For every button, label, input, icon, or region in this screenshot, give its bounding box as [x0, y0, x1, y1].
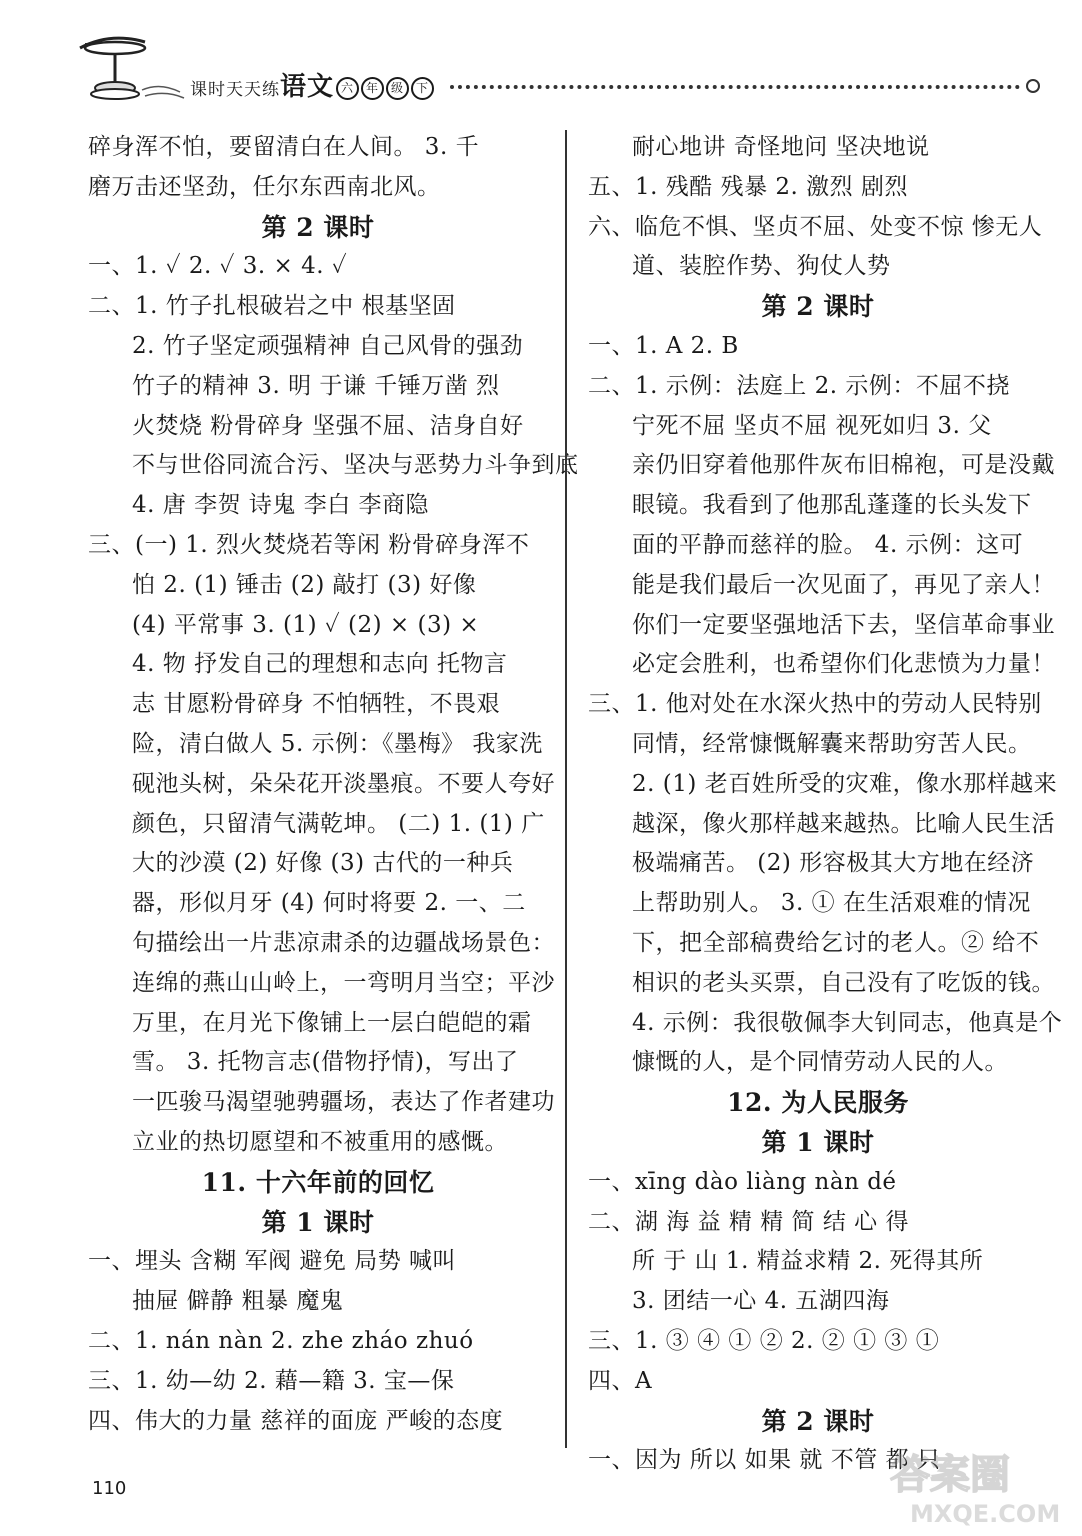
- section-heading: 11. 十六年前的回忆: [201, 1167, 435, 1197]
- answer-line: 下，把全部稿费给乞讨的老人。② 给不: [632, 929, 1040, 956]
- answer-line: 颜色，只留清气满乾坤。 (二) 1. (1) 广: [132, 810, 545, 837]
- section-heading: 第 1 课时: [261, 1207, 375, 1237]
- answer-line: 一、1. A 2. B: [588, 332, 739, 359]
- answer-line: 二、1. 竹子扎根破岩之中 根基坚固: [88, 293, 456, 320]
- answer-line: 面的平静而慈祥的脸。 4. 示例：这可: [632, 531, 1024, 558]
- answer-line: 4. 唐 李贺 诗鬼 李白 李商隐: [132, 492, 429, 519]
- section-heading: 第 2 课时: [761, 292, 875, 322]
- answer-line: 相识的老头买票，自己没有了吃饭的钱。: [632, 969, 1055, 996]
- answer-line: 怕 2. (1) 锤击 (2) 敲打 (3) 好像: [132, 571, 477, 598]
- answer-line: 眼镜。我看到了他那乱蓬蓬的长头发下: [632, 492, 1032, 519]
- answer-line: 立业的热切愿望和不被重用的感慨。: [132, 1128, 508, 1155]
- answer-line: 一、因为 所以 如果 就 不管 都 只: [588, 1447, 941, 1474]
- section-heading: 第 2 课时: [261, 212, 375, 242]
- answer-line: 一、埋头 含糊 军阀 避免 局势 喊叫: [88, 1248, 457, 1275]
- header-title: [190, 66, 434, 103]
- left-answer-column: [88, 128, 579, 1441]
- answer-line: 四、A: [588, 1367, 653, 1394]
- header-rule-end-icon: [1026, 79, 1040, 93]
- answer-line: 三、1. 他对处在水深火热中的劳动人民特别: [588, 691, 1042, 718]
- answer-line: 耐心地讲 奇怪地问 坚决地说: [632, 134, 930, 160]
- section-heading: 第 2 课时: [761, 1406, 875, 1436]
- answer-line: 志 甘愿粉骨碎身 不怕牺牲，不畏艰: [132, 691, 501, 718]
- answer-line: 你们一定要坚强地活下去，坚信革命事业: [632, 611, 1055, 638]
- header-badge-year: 年: [361, 77, 384, 100]
- answer-line: 二、1. nán nàn 2. zhe zháo zhuó: [88, 1327, 474, 1354]
- answer-line: 抽屉 僻静 粗暴 魔鬼: [132, 1288, 344, 1315]
- answer-line: 4. 示例：我很敬佩李大钊同志，他真是个: [632, 1009, 1063, 1036]
- answer-line: 竹子的精神 3. 明 于谦 千锤万凿 烈: [132, 372, 500, 399]
- answer-line: 上帮助别人。 3. ① 在生活艰难的情况: [632, 890, 1031, 917]
- answer-line: 所 于 山 1. 精益求精 2. 死得其所: [632, 1248, 984, 1275]
- answer-line: 万里，在月光下像铺上一层白皑皑的霜: [132, 1009, 532, 1036]
- watermark-logo: [880, 1440, 1060, 1530]
- right-answer-column: [588, 128, 1063, 1481]
- answer-line: 三、(一) 1. 烈火焚烧若等闲 粉骨碎身浑不: [88, 531, 530, 558]
- answer-line: 不与世俗同流合污、坚决与恶势力斗争到底: [132, 452, 579, 479]
- answer-line: 2. 竹子坚定顽强精神 自己风骨的强劲: [132, 332, 524, 359]
- answer-line: 三、1. 幼—幼 2. 藉—籍 3. 宝—保: [88, 1367, 455, 1394]
- answer-line: 五、1. 残酷 残暴 2. 激烈 剧烈: [588, 173, 908, 200]
- answer-line: 碎身浑不怕，要留清白在人间。 3. 千: [88, 134, 480, 160]
- svg-text:答案圈: 答案圈: [890, 1452, 1010, 1498]
- answer-line: 一、xīng dào liàng nàn dé: [588, 1168, 897, 1195]
- section-heading: 12. 为人民服务: [727, 1088, 909, 1118]
- header-badge-level: 级: [386, 77, 409, 100]
- lamp-logo-icon: [70, 30, 190, 110]
- header-dotted-rule: [450, 85, 1020, 89]
- answer-line: 六、临危不惧、坚贞不屈、处变不惊 惨无人: [588, 213, 1043, 240]
- answer-line: 二、湖 海 益 精 精 简 结 心 得: [588, 1208, 909, 1235]
- answer-line: 必定会胜利，也希望你们化悲愤为力量！: [632, 651, 1055, 678]
- answer-line: 一匹骏马渴望驰骋疆场，表达了作者建功: [132, 1089, 555, 1116]
- answer-line: 大的沙漠 (2) 好像 (3) 古代的一种兵: [132, 850, 514, 877]
- section-heading: 第 1 课时: [761, 1127, 875, 1157]
- answer-line: 能是我们最后一次见面了，再见了亲人！: [632, 571, 1055, 598]
- page-header: [70, 30, 1050, 120]
- answer-line: 雪。 3. 托物言志(借物抒情)，写出了: [132, 1049, 519, 1076]
- answer-line: (4) 平常事 3. (1) ✓ (2) × (3) ×: [132, 611, 480, 638]
- header-title-big: 语文: [280, 72, 335, 102]
- answer-line: 2. (1) 老百姓所受的灾难，像水那样越来: [632, 770, 1058, 797]
- answer-line: 三、1. ③ ④ ① ② 2. ② ① ③ ①: [588, 1327, 940, 1354]
- answer-line: 慷慨的人，是个同情劳动人民的人。: [632, 1049, 1008, 1076]
- header-badge-term: 下: [411, 77, 434, 100]
- answer-line: 火焚烧 粉骨碎身 坚强不屈、洁身自好: [132, 412, 524, 439]
- answer-line: 连绵的燕山山岭上，一弯明月当空；平沙: [132, 969, 555, 996]
- answer-line: 同情，经常慷慨解囊来帮助穷苦人民。: [632, 730, 1032, 757]
- answer-line: 一、1. ✓ 2. ✓ 3. × 4. ✓: [88, 253, 348, 280]
- answer-line: 句描绘出一片悲凉肃杀的边疆战场景色：: [132, 929, 555, 956]
- header-title-small: 课时天天练: [190, 80, 280, 100]
- answer-line: 道、装腔作势、狗仗人势: [632, 253, 891, 280]
- answer-line: 砚池头树，朵朵花开淡墨痕。不要人夸好: [132, 770, 555, 797]
- header-badge-grade: 六: [336, 77, 359, 100]
- answer-line: 亲仍旧穿着他那件灰布旧棉袍，可是没戴: [632, 452, 1055, 479]
- answer-line: 磨万击还坚劲，任尔东西南北风。: [88, 173, 441, 200]
- answer-line: 险，清白做人 5. 示例：《墨梅》 我家洗: [132, 730, 543, 757]
- svg-text:MXQE.COM: MXQE.COM: [910, 1500, 1060, 1528]
- answer-line: 3. 团结一心 4. 五湖四海: [632, 1288, 890, 1315]
- answer-line: 宁死不屈 坚贞不屈 视死如归 3. 父: [632, 412, 992, 439]
- answer-line: 4. 物 抒发自己的理想和志向 托物言: [132, 651, 508, 678]
- answer-line: 极端痛苦。 (2) 形容极其大方地在经济: [632, 850, 1035, 877]
- answer-line: 器，形似月牙 (4) 何时将要 2. 一、二: [132, 890, 526, 917]
- column-divider: [565, 130, 567, 1448]
- answer-line: 越深，像火那样越来越热。比喻人民生活: [632, 810, 1055, 837]
- page-number: 110: [92, 1478, 127, 1499]
- answer-line: 二、1. 示例：法庭上 2. 示例：不屈不挠: [588, 372, 1010, 399]
- answer-line: 四、伟大的力量 慈祥的面庞 严峻的态度: [88, 1407, 504, 1434]
